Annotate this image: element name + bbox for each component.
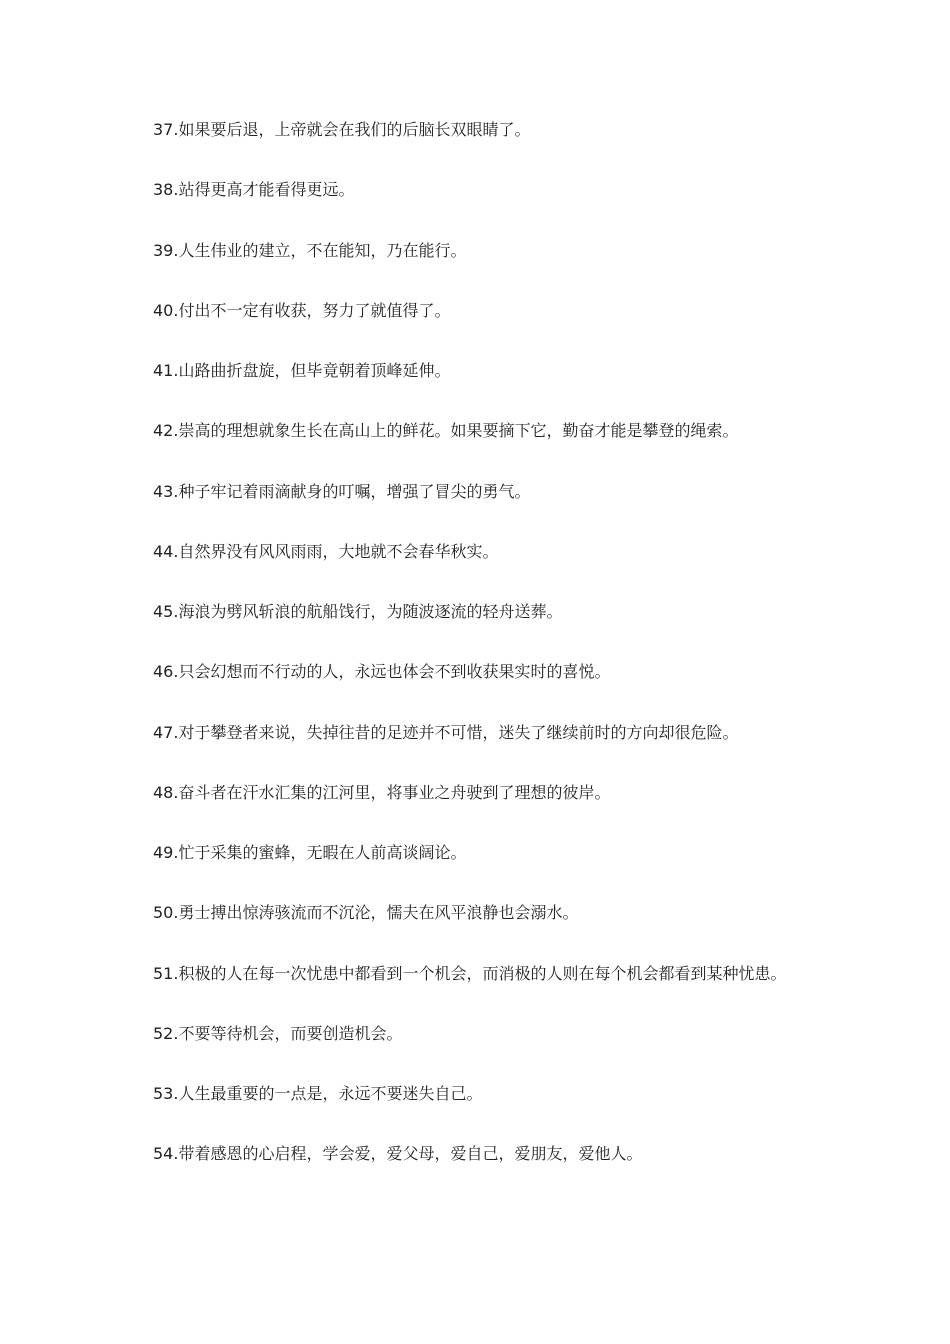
quote-text: 海浪为劈风斩浪的航船饯行，为随波逐流的轻舟送葬。 xyxy=(178,602,563,621)
quote-text: 对于攀登者来说，失掉往昔的足迹并不可惜，迷失了继续前时的方向却很危险。 xyxy=(178,722,739,742)
quote-line xyxy=(153,1080,913,1140)
quote-line xyxy=(153,899,913,959)
quote-number: 46. xyxy=(153,662,179,682)
quote-text: 只会幻想而不行动的人，永远也体会不到收获果实时的喜悦。 xyxy=(178,662,611,682)
quote-text: 勇士搏出惊涛骇流而不沉沦，懦夫在风平浪静也会溺水。 xyxy=(178,903,579,923)
quote-number: 37. xyxy=(153,120,179,139)
quote-line xyxy=(153,779,913,839)
quote-number: 43. xyxy=(153,481,179,501)
quote-number: 40. xyxy=(153,300,179,320)
quote-text: 山路曲折盘旋，但毕竟朝着顶峰延伸。 xyxy=(178,361,451,380)
quote-number: 39. xyxy=(153,240,179,260)
quote-number: 42. xyxy=(153,421,179,441)
quote-number: 41. xyxy=(153,361,179,380)
quote-number: 45. xyxy=(153,602,179,621)
quote-text: 奋斗者在汗水汇集的江河里，将事业之舟驶到了理想的彼岸。 xyxy=(178,782,611,802)
quote-text: 积极的人在每一次忧患中都看到一个机会，而消极的人则在每个机会都看到某种忧患。 xyxy=(178,963,787,983)
quote-number: 49. xyxy=(153,843,179,862)
quote-line xyxy=(153,1020,913,1080)
quote-line xyxy=(153,538,913,598)
quote-number: 44. xyxy=(153,541,179,561)
quote-line xyxy=(153,478,913,538)
quote-text: 如果要后退，上帝就会在我们的后脑长双眼睛了。 xyxy=(178,120,531,139)
quote-number: 54. xyxy=(153,1144,179,1164)
quote-number: 47. xyxy=(153,722,179,742)
quote-line xyxy=(153,237,913,297)
quote-text: 自然界没有风风雨雨，大地就不会春华秋实。 xyxy=(178,541,499,561)
quote-list xyxy=(153,116,913,1201)
quote-text: 不要等待机会，而要创造机会。 xyxy=(178,1023,403,1043)
quote-number: 38. xyxy=(153,180,179,200)
quote-text: 带着感恩的心启程，学会爱，爱父母，爱自己，爱朋友，爱他人。 xyxy=(178,1144,643,1164)
quote-text: 种子牢记着雨滴献身的叮嘱，增强了冒尖的勇气。 xyxy=(178,481,531,501)
quote-line xyxy=(153,658,913,718)
quote-text: 人生伟业的建立，不在能知，乃在能行。 xyxy=(178,240,467,260)
quote-text: 忙于采集的蜜蜂，无暇在人前高谈阔论。 xyxy=(178,843,467,862)
quote-number: 48. xyxy=(153,782,179,802)
quote-text: 人生最重要的一点是，永远不要迷失自己。 xyxy=(178,1084,483,1103)
quote-number: 53. xyxy=(153,1084,179,1103)
quote-line xyxy=(153,598,913,658)
quote-number: 50. xyxy=(153,903,179,923)
quote-text: 付出不一定有收获，努力了就值得了。 xyxy=(178,300,451,320)
quote-number: 51. xyxy=(153,963,179,983)
quote-line xyxy=(153,116,913,176)
quote-line xyxy=(153,297,913,357)
quote-line xyxy=(153,719,913,779)
quote-line xyxy=(153,1140,913,1200)
quote-text: 站得更高才能看得更远。 xyxy=(178,180,355,200)
quote-number: 52. xyxy=(153,1023,179,1043)
quote-line xyxy=(153,176,913,236)
quote-line xyxy=(153,839,913,899)
quote-line xyxy=(153,960,913,1020)
quote-line xyxy=(153,357,913,417)
quote-line xyxy=(153,417,913,477)
quote-text: 崇高的理想就象生长在高山上的鲜花。如果要摘下它，勤奋才能是攀登的绳索。 xyxy=(178,421,739,441)
